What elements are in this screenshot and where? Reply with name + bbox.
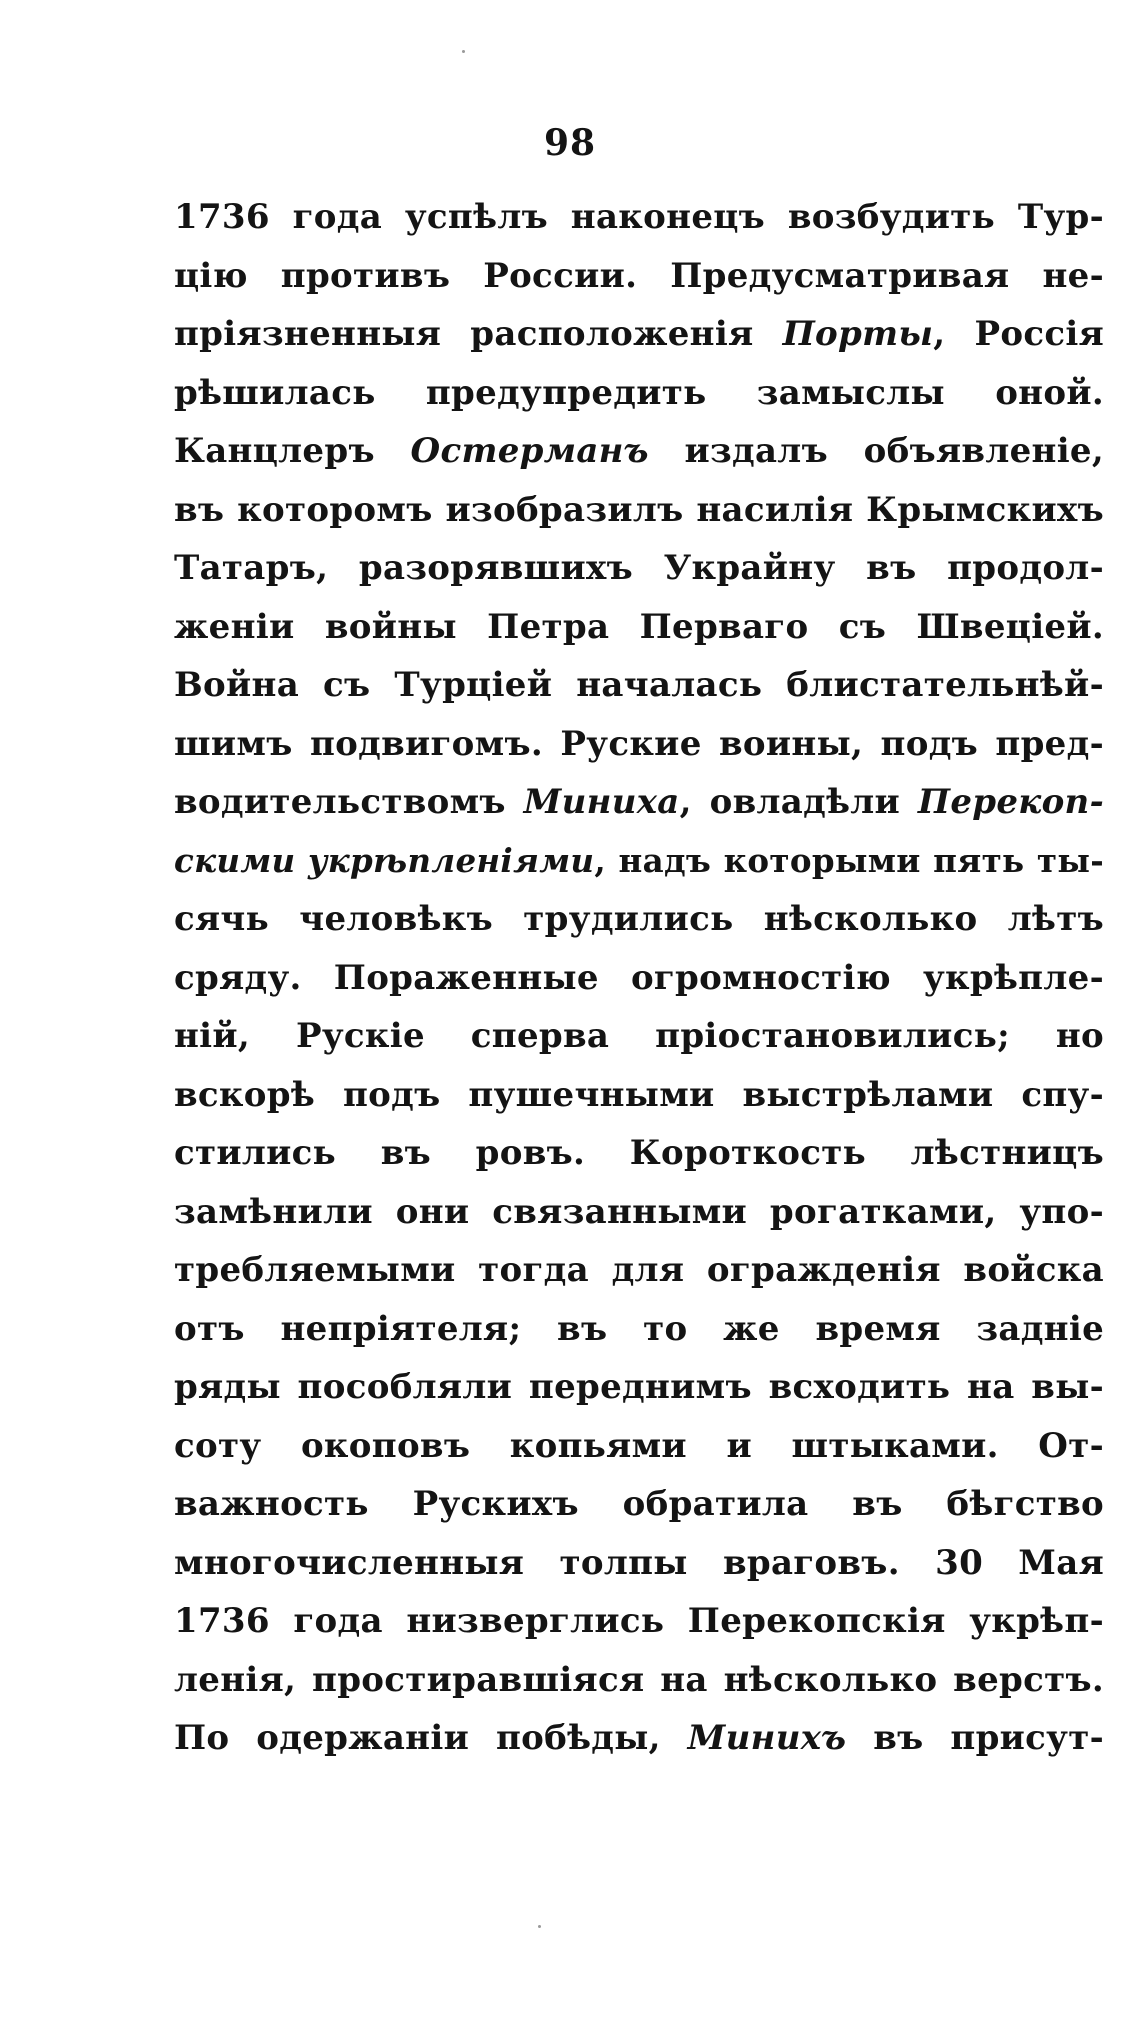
text-line <box>174 1300 1104 1359</box>
text-segment: важность Рускихъ обратила въ бѣгство <box>174 1484 1104 1524</box>
text-segment: водительствомъ <box>174 782 524 822</box>
page-number: 98 <box>543 122 597 164</box>
text-segment: Канцлеръ <box>174 431 411 471</box>
text-segment: стились въ ровъ. Короткость лѣстницъ <box>174 1133 1104 1173</box>
text-segment: , овладѣли <box>679 782 918 822</box>
italic-text-segment: Остерманъ <box>410 431 649 471</box>
text-line <box>174 1241 1104 1300</box>
paper-speck <box>538 1925 541 1928</box>
text-line <box>174 1183 1104 1242</box>
text-segment: въ которомъ изобразилъ насилія Крымскихъ <box>174 489 1104 530</box>
text-segment: ній, Рускіе сперва пріостановились; но <box>174 1016 1104 1056</box>
text-line <box>174 1534 1104 1593</box>
text-segment: ряды пособляли переднимъ всходить на вы- <box>174 1367 1104 1407</box>
text-line <box>174 949 1104 1008</box>
text-line <box>174 1066 1104 1125</box>
text-line <box>174 715 1104 774</box>
text-line <box>174 890 1104 949</box>
text-segment: въ присут- <box>846 1718 1104 1758</box>
text-line <box>174 364 1104 423</box>
text-line <box>174 1124 1104 1183</box>
text-line <box>174 188 1104 247</box>
text-line <box>174 773 1104 832</box>
text-line <box>174 1358 1104 1417</box>
text-segment: женіи войны Петра Перваго съ Швеціей. <box>174 606 1104 647</box>
body-text <box>174 188 1104 1768</box>
italic-text-segment: Порты <box>782 314 934 354</box>
text-segment: По одержаніи побѣды, <box>174 1718 688 1758</box>
text-segment: издалъ объявленіе, <box>648 431 1104 471</box>
text-segment: сячь человѣкъ трудились нѣсколько лѣтъ <box>174 899 1104 939</box>
italic-text-segment: скими укрѣпленіями <box>174 840 595 880</box>
text-line <box>174 539 1104 598</box>
text-segment: , Россія <box>933 314 1104 354</box>
text-segment: сряду. Пораженные огромностію укрѣпле- <box>174 957 1104 998</box>
text-segment: 1736 года низверглись Перекопскія укрѣп- <box>174 1601 1104 1641</box>
text-segment: пріязненныя расположенія <box>174 314 783 354</box>
text-segment: Татаръ, разорявшихъ Украйну въ продол- <box>174 548 1104 588</box>
text-segment: шимъ подвигомъ. Руские воины, подъ пред- <box>174 723 1104 764</box>
text-segment: требляемыми тогда для огражденія войска <box>174 1250 1104 1290</box>
text-line <box>174 1651 1104 1710</box>
paper-speck <box>462 50 465 53</box>
text-segment: ленія, простиравшіяся на нѣсколько верстъ. <box>174 1659 1104 1700</box>
text-line <box>174 481 1104 540</box>
italic-text-segment: Миниха <box>523 782 680 822</box>
italic-text-segment: Перекоп- <box>917 782 1104 822</box>
text-line <box>174 1592 1104 1651</box>
text-segment: рѣшилась предупредить замыслы оной. <box>174 372 1104 413</box>
text-line <box>174 1709 1104 1768</box>
text-line <box>174 305 1104 364</box>
text-segment: цію противъ России. Предусматривая не- <box>174 255 1104 296</box>
text-line <box>174 1417 1104 1476</box>
text-line <box>174 598 1104 657</box>
text-segment: вскорѣ подъ пушечными выстрѣлами спу- <box>174 1074 1104 1115</box>
text-line <box>174 656 1104 715</box>
text-line <box>174 1007 1104 1066</box>
text-segment: отъ непріятеля; въ то же время задніе <box>174 1308 1104 1349</box>
italic-text-segment: Минихъ <box>687 1718 847 1758</box>
text-segment: замѣнили они связанными рогатками, упо- <box>174 1191 1104 1232</box>
text-line <box>174 247 1104 306</box>
text-segment: , надъ которыми пять ты- <box>594 840 1104 880</box>
text-segment: многочисленныя толпы враговъ. 30 Мая <box>174 1542 1104 1583</box>
text-line <box>174 1475 1104 1534</box>
text-line <box>174 832 1104 891</box>
text-segment: 1736 года успѣлъ наконецъ возбудить Тур- <box>174 197 1104 237</box>
text-segment: соту окоповъ копьями и штыками. От- <box>174 1425 1104 1466</box>
text-line <box>174 422 1104 481</box>
text-segment: Война съ Турціей началась блистательнѣй- <box>174 665 1104 705</box>
